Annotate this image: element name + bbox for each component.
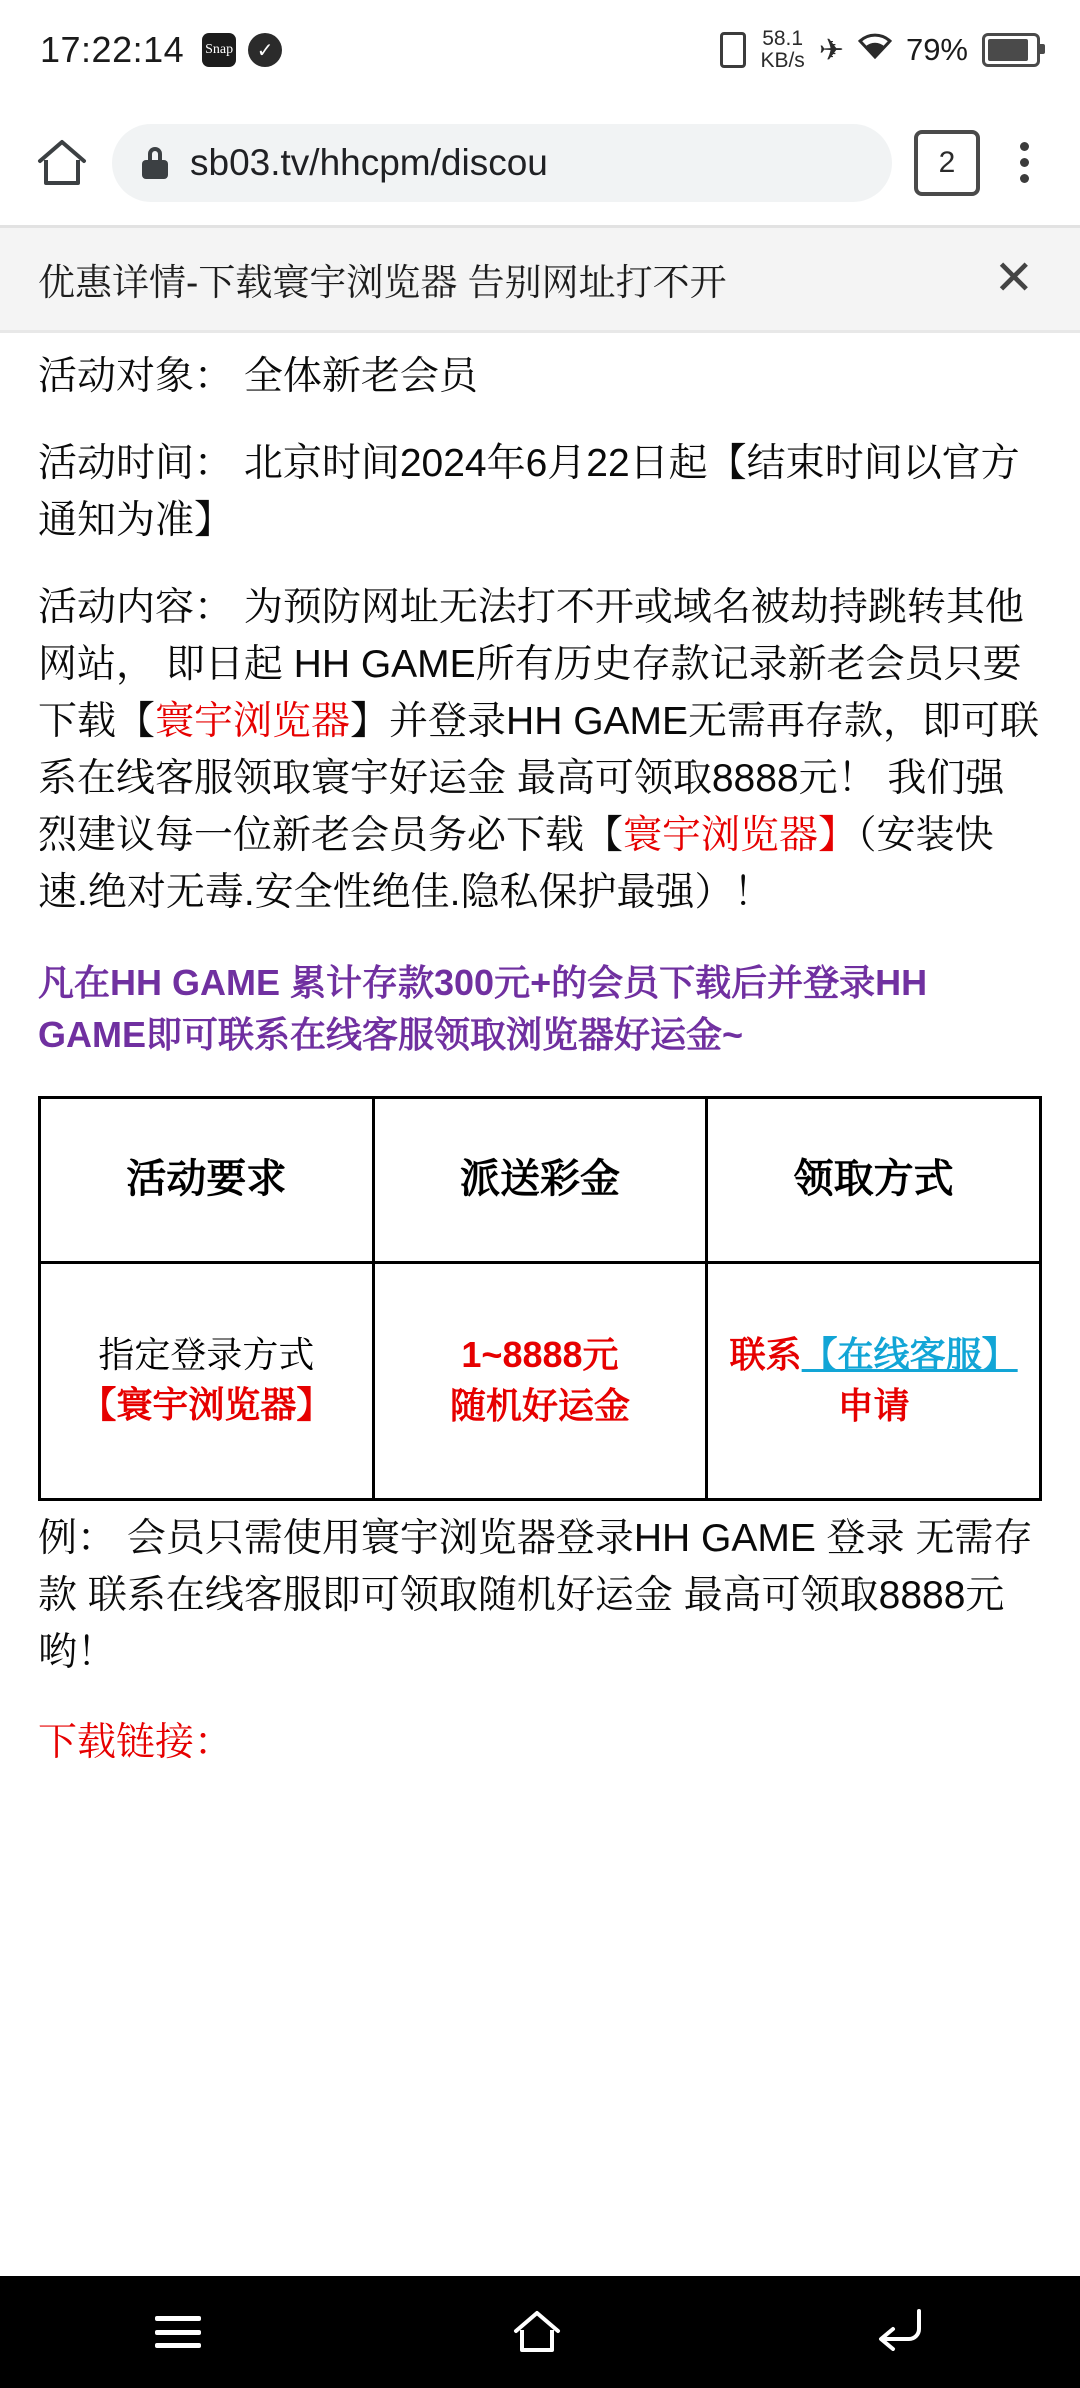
status-bar [0,0,1080,100]
lock-body [142,160,168,179]
requirement-line-2: 【寰宇浏览器】 [80,1383,333,1425]
close-icon[interactable]: ✕ [993,252,1034,305]
battery-icon [982,33,1040,67]
paragraph-body-part3: （安装快速.绝对无毒.安全性绝佳.隐私保护最强）！ [38,813,994,914]
table-header-row [40,1097,1041,1262]
nav-home-icon-svg [512,2310,562,2354]
recents-bar [155,2330,201,2335]
paragraph-body-part1: 活动内容： 为预防网址无法打不开或域名被劫持跳转其他网站， 即日起 HH GAME所有历史存款记录新老会员只要下载【 [38,585,1024,743]
paragraph-audience: 活动对象： 全体新老会员 [38,355,478,398]
address-bar-url: sb03.tv/hhcpm/discou [190,141,548,183]
network-speed-unit: KB/s [760,49,805,72]
page-banner [0,225,1080,333]
wifi-icon [858,33,892,67]
page-banner-title: 优惠详情-下载寰宇浏览器 告别网址打不开 [38,262,727,303]
lock-shackle [148,147,162,161]
wifi-icon-svg [858,33,892,59]
battery-percent-label: 79% [905,32,968,67]
table-header-bonus: 派送彩金 [373,1097,707,1262]
lock-icon [142,147,168,179]
online-service-link[interactable]: 【在线客服】 [801,1334,1018,1376]
paragraph-example: 例： 会员只需使用寰宇浏览器登录HH GAME 登录 无需存款 联系在线客服即可领取随机好运金 最高可领取8888元哟！ [38,1516,1033,1674]
network-speed-indicator [760,28,804,72]
nav-back-icon-svg [873,2305,925,2351]
promo-table [38,1096,1042,1501]
menu-dot [1020,142,1029,151]
more-vert-icon[interactable] [1002,142,1046,183]
table-header-claim: 领取方式 [707,1097,1041,1262]
status-time: 17:22:14 [40,29,185,70]
claim-prefix: 联系 [729,1334,802,1376]
menu-dot [1020,158,1029,167]
recents-icon[interactable] [155,2316,201,2348]
table-cell-requirement [40,1262,374,1499]
recents-bar [155,2316,201,2321]
status-left-icons [202,33,282,67]
home-icon[interactable] [34,135,90,191]
highlight-browser-2: 寰宇浏览器】 [623,813,858,857]
tab-switcher-button[interactable]: 2 [914,130,980,196]
table-header-requirement: 活动要求 [40,1097,374,1262]
page-content [0,333,1080,1772]
system-navigation-bar [0,2276,1080,2388]
table-row [40,1262,1041,1499]
check-circle-icon: ✓ [248,33,282,67]
network-speed-value: 58.1 [762,26,804,50]
paragraph-purple-note: 凡在HH GAME 累计存款300元+的会员下载后并登录HH GAME即可联系在线客服领取浏览器好运金~ [38,962,928,1055]
status-right-icons [720,28,1040,72]
nav-back-icon[interactable] [873,2305,925,2360]
menu-dot [1020,174,1029,183]
claim-suffix: 申请 [837,1384,910,1426]
paragraph-download-title: 下载链接： [38,1721,234,1765]
paragraph-time: 活动时间： 北京时间2024年6月22日起【结束时间以官方通知为准】 [38,441,1020,542]
paragraph-body [38,580,1042,922]
snapchat-icon: Snap [202,33,236,67]
table-cell-claim [707,1262,1041,1499]
nav-home-icon[interactable] [512,2310,562,2354]
bonus-line-2: 随机好运金 [449,1384,630,1426]
table-cell-bonus [373,1262,707,1499]
recents-bar [155,2343,201,2348]
address-bar[interactable] [112,124,892,202]
airplane-mode-icon: ✈ [818,33,844,67]
battery-fill [988,39,1028,61]
vibrate-icon [720,32,746,68]
highlight-browser-1: 寰宇浏览器 [155,699,351,743]
bonus-line-1: 1~8888元 [461,1334,619,1376]
requirement-line-1: 指定登录方式 [98,1334,315,1376]
paragraph-body-part2: 】并登录HH GAME无需再存款，即可联系在线客服领取寰宇好运金 最高可领取8888元！ 我们强烈建议每一位新老会员务必下载【 [38,699,1040,857]
home-icon-svg [34,135,90,191]
browser-toolbar [0,100,1080,225]
